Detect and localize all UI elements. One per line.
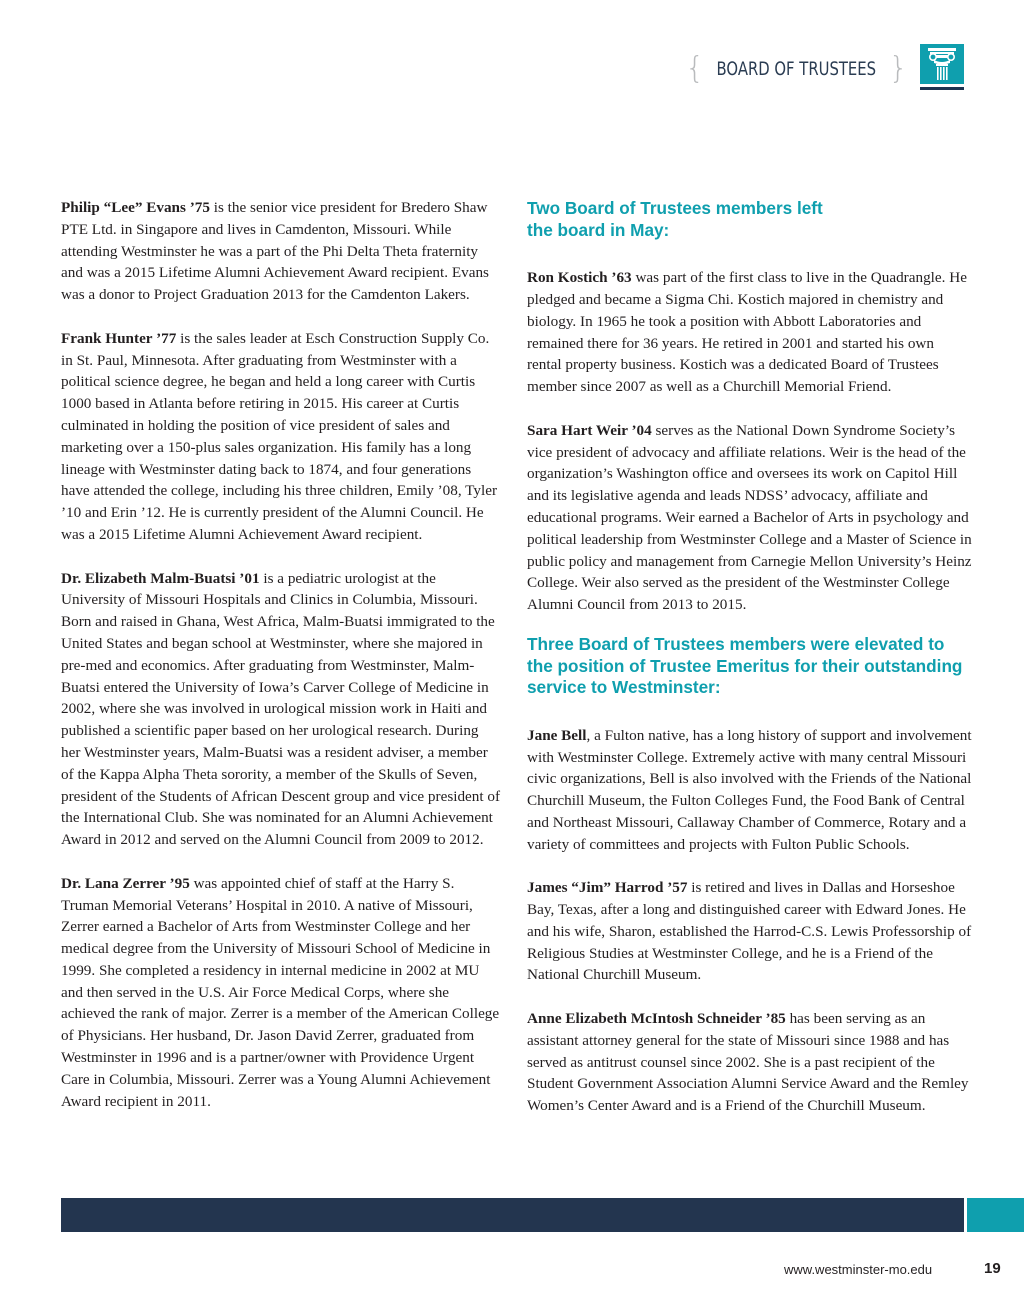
trustee-text: is the senior vice president for Bredero Shaw PTE Ltd. in Singapore and lives in Camdenton, Missouri. While attending Westminster he was a part of the Phi Delta Theta fraternity and was a 2015 Lifetime Alumni Achievement Award recipient. Evans was a donor to Project Graduation 2013 for the Camdenton Lakers. [61,199,489,304]
trustee-name: Ron Kostich ’63 [527,269,632,287]
trustee-text: is the sales leader at Esch Construction Supply Co. in St. Paul, Minnesota. After graduating from Westminster with a political science degree, he began and held a long career with Curtis 1000 based in Atlanta before retiring in 2015. His career at Curtis culminated in holding the position of vice president of sales and marketing over a 150-plus sales organization. His family has a long lineage with Westminster dating back to 1874, and four generations have attended the college, including his three children, Emily ’08, Tyler ’10 and Erin ’12. He is currently president of the Alumni Council. He was a 2015 Lifetime Alumni Achievement Award recipient. [61,329,498,543]
trustee-name: Frank Hunter ’77 [61,329,177,347]
left-column [61,197,501,1134]
trustee-name: Dr. Lana Zerrer ’95 [61,874,190,892]
trustee-name: Dr. Elizabeth Malm-Buatsi ’01 [61,569,260,587]
page-header [685,44,964,90]
emeritus-heading: Three Board of Trustees members were elevated to the position of Trustee Emeritus for their outstanding service to Westminster: [527,633,963,698]
trustee-bio [61,873,501,1113]
trustee-bio [527,877,972,986]
footer-bar-navy [61,1198,964,1232]
column-logo [920,44,964,90]
trustee-bio [527,420,972,616]
departed-members-heading: Two Board of Trustees members left the board in May: [527,198,823,240]
trustee-name: Anne Elizabeth McIntosh Schneider ’85 [527,1010,786,1028]
trustee-bio [61,328,501,546]
section-title [685,51,908,86]
section-title-text: BOARD OF TRUSTEES [716,58,877,80]
trustee-bio [61,197,501,306]
trustee-bio [61,568,501,851]
trustee-text: has been serving as an assistant attorney general for the state of Missouri since 1988 and has served as antitrust counsel since 2002. She is a past recipient of the Student Government Association Alumni Service Award and the Remley Women’s Center Award and is a Friend of the Churchill Museum. [527,1010,969,1115]
trustee-name: James “Jim” Harrod ’57 [527,879,688,897]
trustee-text: was part of the first class to live in the Quadrangle. He pledged and became a Sigma Chi. Kostich majored in chemistry and biology. In 1965 he took a position with Abbott Laboratories and remained there for 36 years. He retired in 2001 and started his own rental property business. Kostich was a dedicated Board of Trustees member since 2007 as well as a Churchill Memorial Friend. [527,269,967,396]
trustee-bio [527,1008,972,1117]
trustee-text: is retired and lives in Dallas and Horseshoe Bay, Texas, after a long and distinguished career with Edward Jones. He and his wife, Sharon, established the Harrod-C.S. Lewis Professorship of Religious Studies at Westminster College, and he is a Friend of the National Churchill Museum. [527,879,972,984]
left-brace: { [685,51,705,86]
trustee-text: serves as the National Down Syndrome Society’s vice president of advocacy and affiliate relations. Weir is the head of the organization’s Washington office and oversees its work on Capitol Hill and its legislative agenda and leads NDSS’ advocacy, affiliate and educational programs. Weir earned a Bachelor of Arts in psychology and political leadership from Westminster College and a Master of Science in public policy and management from Carnegie Mellon University’s Heinz College. Weir also served as the president of the Westminster College Alumni Council from 2013 to 2015. [527,421,972,614]
trustee-text: , a Fulton native, has a long history of support and involvement with Westminster College. Extremely active with many central Missouri civic organizations, Bell is also involved with the Friends of the National Churchill Museum, the Fulton Colleges Fund, the Food Bank of Central and Northeast Missouri, Callaway Chamber of Commerce, Rotary and a variety of committees and projects with Fulton Public Schools. [527,726,972,853]
right-brace: } [888,51,908,86]
trustee-name: Philip “Lee” Evans ’75 [61,199,210,216]
page-number: 19 [984,1260,1001,1277]
trustee-name: Jane Bell [527,726,587,744]
logo-underline [920,87,964,90]
trustee-bio [527,267,972,398]
footer-url: www.westminster-mo.edu [784,1262,933,1277]
right-column [527,198,972,1139]
trustee-name: Sara Hart Weir ’04 [527,421,652,439]
column-capital-icon [920,44,964,84]
trustee-text: was appointed chief of staff at the Harry S. Truman Memorial Veterans’ Hospital in 2010. A native of Missouri, Zerrer earned a Bachelor of Arts from Westminster College and her medical degree from the University of Missouri School of Medicine in 1999. She completed a residency in internal medicine in 2002 at MU and then served in the U.S. Air Force Medical Corps, where she achieved the rank of major. Zerrer is a member of the American College of Physicians. Her husband, Dr. Jason David Zerrer, graduated from Westminster in 1996 and is a partner/owner with Providence Urgent Care in Columbia, Missouri. Zerrer was a Young Alumni Achievement Award recipient in 2011. [61,874,500,1110]
trustee-text: is a pediatric urologist at the University of Missouri Hospitals and Clinics in Columbia, Missouri. Born and raised in Ghana, West Africa, Malm-Buatsi immigrated to the United States and began school at Westminster, where she majored in pre-med and economics. After graduating from Westminster, Malm-Buatsi entered the University of Iowa’s Carver College of Medicine in 2002, where she was involved in urological mission work in Haiti and published a scientific paper based on her urological research. During her Westminster years, Malm-Buatsi was a resident adviser, a member of the Kappa Alpha Theta sorority, a member of the Skulls of Seven, president of the Students of African Descent group and vice president of the International Club. She was nominated for an Alumni Achievement Award in 2012 and served on the Alumni Council from 2009 to 2012. [61,569,501,849]
trustee-bio [527,725,972,856]
footer-bar-teal [967,1198,1024,1232]
